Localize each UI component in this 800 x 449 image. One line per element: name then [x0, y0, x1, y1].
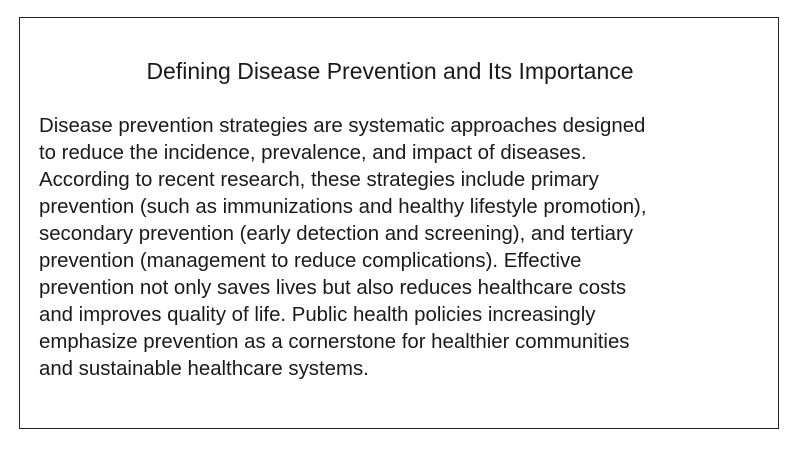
body-line: and improves quality of life. Public health policies increasingly [39, 304, 596, 326]
body-line: prevention not only saves lives but also reduces healthcare costs [39, 277, 627, 299]
body-line: prevention (such as immunizations and healthy lifestyle promotion), [39, 196, 647, 218]
slide-frame [19, 17, 779, 429]
body-line: prevention (management to reduce complications). Effective [39, 250, 582, 272]
body-line: emphasize prevention as a cornerstone for healthier communities [39, 331, 630, 353]
slide-body [39, 113, 754, 383]
body-line: Disease prevention strategies are systematic approaches designed [39, 115, 646, 137]
body-line: and sustainable healthcare systems. [39, 358, 369, 380]
slide-title: Defining Disease Prevention and Its Importance [146, 58, 634, 84]
body-line: to reduce the incidence, prevalence, and impact of diseases. [39, 142, 587, 164]
body-line: According to recent research, these strategies include primary [39, 169, 599, 191]
body-line: secondary prevention (early detection and screening), and tertiary [39, 223, 633, 245]
